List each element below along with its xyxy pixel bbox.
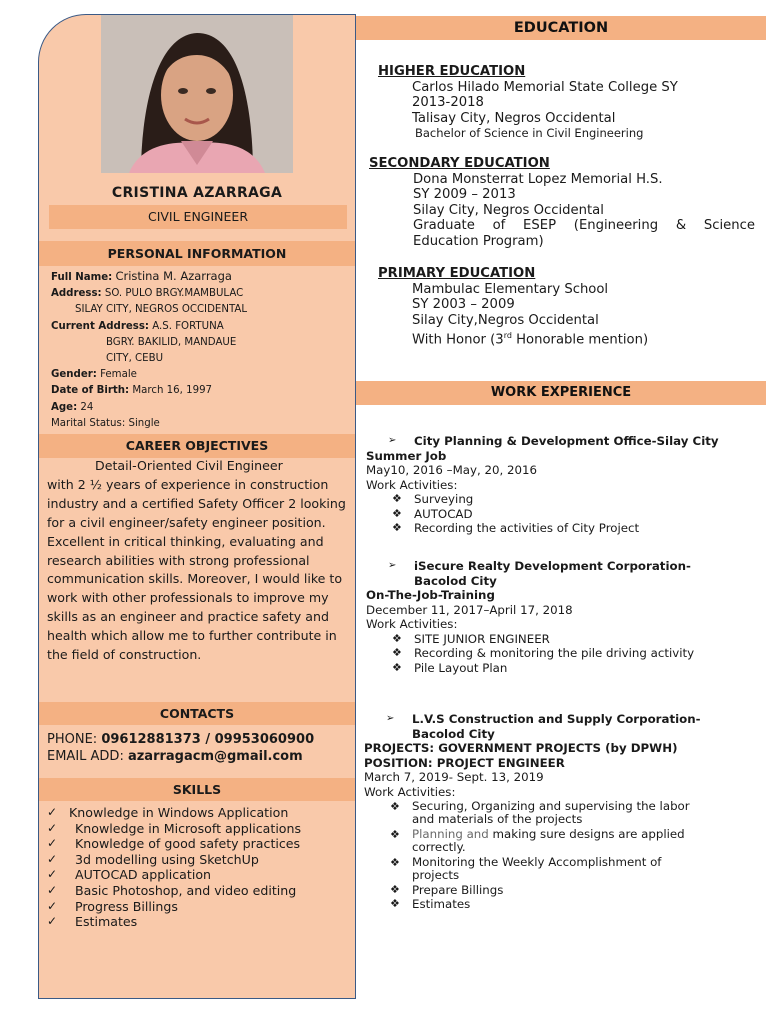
skill-item (45, 852, 351, 868)
gender-value: Female (100, 369, 137, 381)
company-name: City Planning & Development Office-Silay City (414, 434, 719, 448)
profile-photo (101, 15, 293, 173)
check-icon: ✓ (47, 898, 58, 913)
higher-place: Talisay City, Negros Occidental (412, 110, 616, 126)
diamond-bullet-icon: ❖ (390, 897, 400, 910)
diamond-bullet-icon: ❖ (390, 828, 400, 841)
job-role: On-The-Job-Training (366, 588, 495, 602)
skills-heading: SKILLS (39, 778, 355, 801)
objective-body: with 2 ½ years of experience in construction industry and a certified Safety Officer 2 looking for a civil engineer/safety engineer position. Excellent in critical thinking, evaluating and research abilities with strong professional communication skills. Moreover, I would like to work with other professionals to improve my skills as an engineer and practice safety and health which allow me to further contribute in the field of construction. (47, 476, 346, 663)
email-label: EMAIL ADD: (47, 749, 124, 764)
diamond-bullet-icon: ❖ (392, 492, 402, 505)
skill-item (45, 914, 351, 930)
higher-school: Carlos Hilado Memorial State College SY (412, 79, 678, 95)
secondary-school: Dona Monsterrat Lopez Memorial H.S. (413, 171, 663, 187)
activity-item (366, 507, 761, 522)
check-icon: ✓ (47, 851, 58, 866)
primary-school: Mambulac Elementary School (412, 281, 609, 297)
activity-item (364, 897, 762, 911)
skills-list (45, 805, 351, 930)
address-line-2: SILAY CITY, NEGROS OCCIDENTAL (75, 304, 248, 316)
contacts (47, 731, 352, 765)
career-objectives-heading: CAREER OBJECTIVES (39, 434, 355, 458)
skill-label: 3d modelling using SketchUp (75, 851, 259, 867)
activity-text: Securing, Organizing and supervising the labor (412, 799, 690, 813)
career-objectives-text (47, 457, 349, 665)
company-name-line-1: L.V.S Construction and Supply Corporation- (412, 712, 701, 726)
skill-item (45, 883, 351, 899)
gender-row (51, 367, 351, 383)
diamond-bullet-icon: ❖ (390, 883, 400, 896)
arrow-bullet-icon: ➢ (388, 435, 397, 446)
activity-item-cont: correctly. (412, 840, 466, 854)
current-address-row (51, 319, 351, 335)
job-company (366, 559, 761, 574)
job-entry-3 (364, 712, 762, 911)
activity-item (366, 646, 761, 661)
activity-item (366, 521, 761, 536)
education-heading: EDUCATION (356, 16, 766, 40)
secondary-education-title: SECONDARY EDUCATION (369, 156, 550, 171)
full-name-value: Cristina M. Azarraga (115, 269, 232, 283)
diamond-bullet-icon: ❖ (392, 521, 402, 534)
honor-text-a: With Honor (3 (412, 332, 504, 348)
skill-label: Knowledge in Microsoft applications (75, 820, 302, 836)
secondary-note-1: Graduate of ESEP (Engineering & Science (413, 218, 755, 233)
gender-label: Gender: (51, 369, 97, 381)
skill-item (45, 867, 351, 883)
activity-item (366, 632, 761, 647)
address-row (51, 286, 351, 302)
objective-first-line: Detail-Oriented Civil Engineer (95, 458, 283, 473)
activity-item (364, 883, 762, 897)
skill-item (45, 899, 351, 915)
email-value: azarragacm@gmail.com (127, 749, 303, 764)
activity-text: making sure designs are applied (488, 827, 685, 841)
check-icon: ✓ (47, 836, 58, 851)
left-sidebar (38, 14, 356, 999)
work-experience-heading: WORK EXPERIENCE (356, 381, 766, 405)
skill-item (45, 836, 351, 852)
phone-label: PHONE: (47, 732, 98, 747)
job-role: Summer Job (366, 448, 447, 463)
personal-info (51, 268, 351, 432)
job-position: POSITION: PROJECT ENGINEER (364, 755, 565, 770)
secondary-education (369, 156, 755, 249)
activity-item (366, 661, 761, 676)
primary-place: Silay City,Negros Occidental (412, 312, 599, 328)
job-entry-1 (366, 434, 761, 536)
marital-status: Marital Status: Single (51, 417, 160, 429)
skill-label: Progress Billings (75, 898, 178, 914)
secondary-place: Silay City, Negros Occidental (413, 202, 604, 218)
diamond-bullet-icon: ❖ (390, 856, 400, 869)
company-name-line-2: Bacolod City (412, 726, 495, 741)
check-icon: ✓ (47, 820, 58, 835)
higher-degree: Bachelor of Science in Civil Engineering (415, 126, 644, 140)
full-name-label: Full Name: (51, 272, 113, 283)
diamond-bullet-icon: ❖ (390, 800, 400, 813)
skill-label: Knowledge of good safety practices (75, 836, 301, 852)
activities-label: Work Activities: (366, 617, 458, 631)
activity-text: Pile Layout Plan (414, 660, 508, 675)
address-line-1: SO. PULO BRGY.MAMBULAC (104, 288, 244, 300)
age-value: 24 (80, 401, 94, 413)
honor-text-b: Honorable mention) (511, 332, 649, 348)
address-label: Address: (51, 288, 102, 300)
activity-text-gray: Planning and (412, 827, 489, 841)
secondary-note-2: Education Program) (413, 233, 544, 249)
contacts-heading: CONTACTS (39, 702, 355, 725)
phone-row (47, 731, 352, 748)
primary-education (378, 266, 763, 348)
activity-text: Prepare Billings (412, 883, 504, 897)
arrow-bullet-icon: ➢ (388, 560, 397, 571)
activity-item-cont: and materials of the projects (412, 812, 583, 826)
primary-education-title: PRIMARY EDUCATION (378, 266, 536, 281)
job-company (364, 712, 762, 727)
activity-text: Recording & monitoring the pile driving activity (414, 646, 695, 660)
activity-item-cont: projects (412, 868, 460, 882)
secondary-years: SY 2009 – 2013 (413, 187, 516, 202)
job-title: CIVIL ENGINEER (49, 205, 347, 229)
higher-education-title: HIGHER EDUCATION (378, 64, 526, 79)
job-projects: PROJECTS: GOVERNMENT PROJECTS (by DPWH) (364, 741, 678, 755)
job-company-cont (366, 574, 761, 589)
activity-text: Monitoring the Weekly Accomplishment of (412, 855, 662, 869)
check-icon: ✓ (47, 914, 58, 929)
check-icon: ✓ (47, 867, 58, 882)
activity-item (366, 492, 761, 507)
job-company-cont (364, 727, 762, 742)
personal-info-heading: PERSONAL INFORMATION (39, 241, 355, 266)
activity-text: Estimates (412, 897, 471, 911)
phone-value: 09612881373 / 09953060900 (101, 732, 315, 747)
activities-label: Work Activities: (366, 477, 458, 492)
higher-education (378, 64, 763, 142)
higher-years: 2013-2018 (412, 95, 484, 110)
age-row (51, 400, 351, 416)
skill-label: AUTOCAD application (75, 867, 212, 883)
dob-label: Date of Birth: (51, 385, 130, 397)
job-dates: March 7, 2019- Sept. 13, 2019 (364, 770, 544, 784)
company-name-line-2: Bacolod City (414, 573, 497, 588)
current-address-label: Current Address: (51, 320, 149, 332)
activity-text: Surveying (414, 492, 474, 506)
job-entry-2 (366, 559, 761, 675)
job-dates: December 11, 2017–April 17, 2018 (366, 602, 573, 617)
job-company (366, 434, 761, 449)
skill-label: Knowledge in Windows Application (69, 805, 289, 820)
email-row (47, 748, 352, 765)
skill-item (45, 821, 351, 837)
current-address-line-3: CITY, CEBU (106, 353, 164, 365)
diamond-bullet-icon: ❖ (392, 631, 402, 645)
arrow-bullet-icon: ➢ (386, 713, 395, 724)
company-name-line-1: iSecure Realty Development Corporation- (414, 559, 691, 573)
current-address-line-1: A.S. FORTUNA (152, 320, 224, 332)
diamond-bullet-icon: ❖ (392, 646, 402, 659)
check-icon: ✓ (47, 805, 58, 819)
current-address-line-2: BGRY. BAKILID, MANDAUE (106, 336, 237, 348)
activity-text: SITE JUNIOR ENGINEER (414, 631, 550, 646)
candidate-name: CRISTINA AZARRAGA (111, 185, 283, 201)
primary-years: SY 2003 – 2009 (412, 297, 515, 312)
skill-label: Estimates (75, 914, 138, 930)
full-name-row (51, 268, 351, 286)
activity-text: AUTOCAD (414, 506, 473, 521)
skill-label: Basic Photoshop, and video editing (75, 882, 297, 898)
check-icon: ✓ (47, 882, 58, 897)
primary-honor (378, 328, 763, 348)
diamond-bullet-icon: ❖ (392, 506, 402, 520)
activity-text: Recording the activities of City Project (414, 521, 640, 535)
dob-value: March 16, 1997 (132, 385, 213, 397)
diamond-bullet-icon: ❖ (392, 660, 402, 674)
age-label: Age: (51, 401, 78, 413)
job-dates: May10, 2016 –May, 20, 2016 (366, 463, 537, 477)
activities-label: Work Activities: (364, 784, 456, 799)
dob-row (51, 383, 351, 399)
honor-superscript: rd (503, 331, 512, 340)
skill-item (45, 805, 351, 821)
